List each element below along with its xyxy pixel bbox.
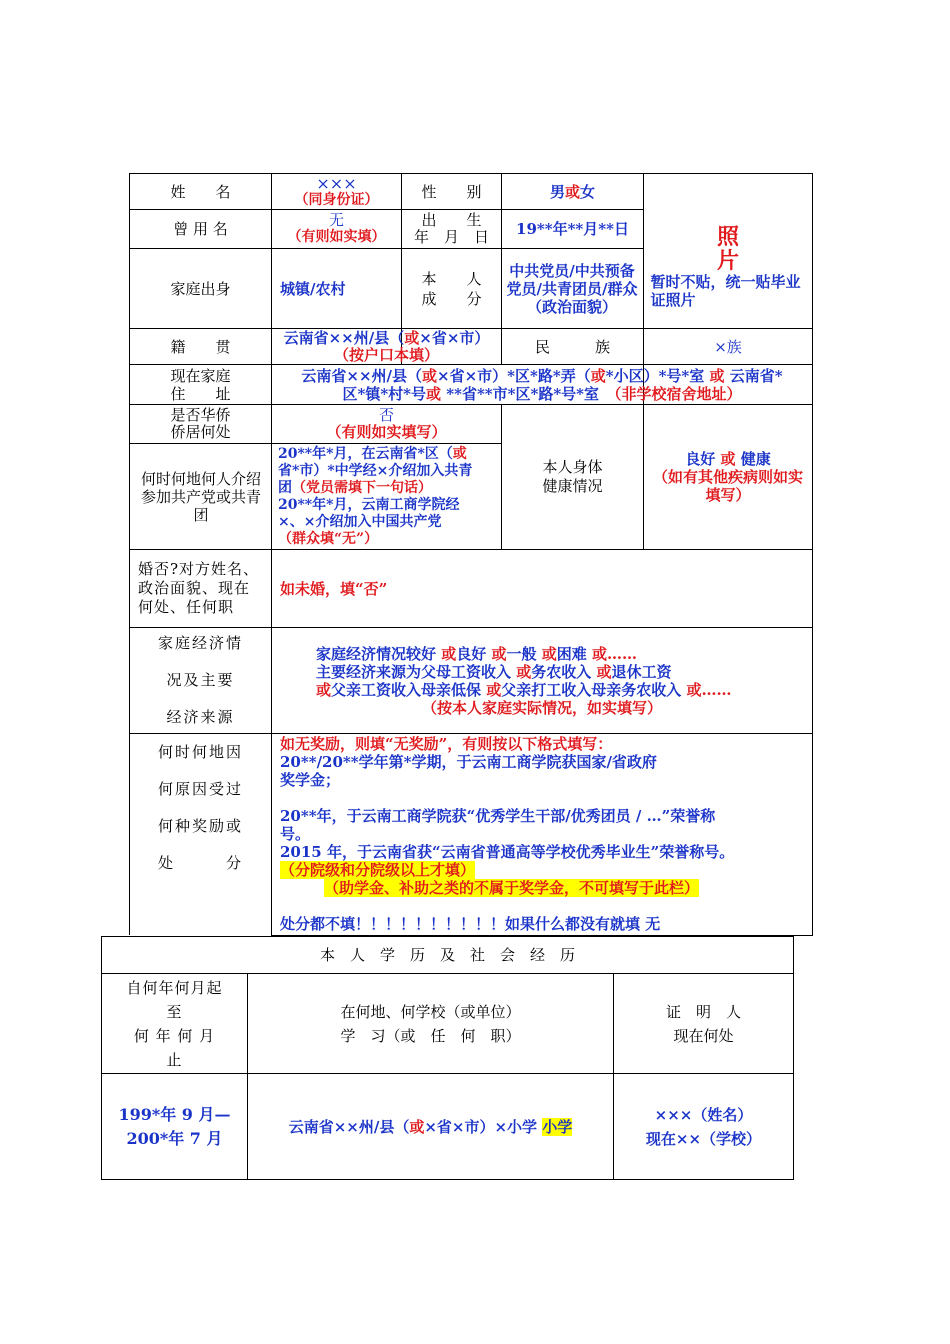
former-name-value: 无 [328, 211, 344, 229]
party-value: 20**年*月，在云南省*区（或 省*市）*中学经×介绍加入共青 团（党员需填下一句话） 20**年*月，云南工商学院经 ×、×介绍加入中国共产党 （群众填“无”） [278, 445, 473, 547]
health-note: （如有其他疾病则如实填写） [652, 468, 803, 504]
gender-label: 性 别 [421, 182, 482, 201]
family-label: 家庭出身 [170, 279, 231, 298]
col-date-header: 自何年何月起 至 何 年 何 月 止 [126, 978, 223, 1069]
education-title: 本 人 学 历 及 社 会 经 历 [319, 946, 575, 964]
party-label: 何时何地何人介绍参加共产党或共青团 [140, 469, 261, 524]
row-1-place: 云南省××州/县（或×省×市）×小学 小学 [288, 1117, 573, 1136]
col-place-header: 在何地、何学校（或单位） 学 习（或 任 何 职） [340, 1002, 521, 1045]
col-witness-header: 证 明 人 现在何处 [665, 1002, 741, 1045]
award-label: 何时何地因 何原因受过 何种奖励或 处 分 [157, 743, 243, 872]
row-1-date: 199*年 9 月— 200*年 7 月 [118, 1104, 231, 1148]
address-label: 现在家庭 住 址 [170, 366, 231, 403]
native-note: （按户口本填） [333, 345, 439, 364]
native-label: 籍 贯 [170, 337, 231, 356]
former-name-label: 曾 用 名 [173, 220, 228, 238]
name-note: （同身份证） [294, 191, 379, 208]
native-value: 云南省××州/县（或×省×市） （按户口本填） [283, 328, 490, 364]
birth-label: 出 生 年 月 日 [413, 211, 489, 246]
row-1-witness: ×××（姓名） 现在××（学校） [645, 1105, 762, 1148]
status-value: 中共党员/中共预备党员/共青团员/群众（政治面貌） [506, 261, 638, 316]
photo-note: 暂时不贴，统一贴毕业证照片 [650, 273, 801, 309]
name-value: ××× [316, 173, 357, 193]
economy-value: 家庭经济情况较好 或良好 或一般 或困难 或…… 主要经济来源为父母工资收入 或务农收入 或退休工资 或父亲工资收入母亲低保 或父亲打工收入母亲务农收入 或…… （按本人家庭实际情况，如实填写） [316, 644, 732, 717]
former-name-note: （有则如实填） [287, 229, 386, 245]
family-value: 城镇/农村 [280, 279, 346, 298]
marriage-label: 婚否?对方姓名、政治面貌、现在何处、任何职 [138, 560, 260, 616]
marriage-value: 如未婚，填“否” [280, 579, 388, 598]
photo-title: 照 [716, 224, 739, 250]
gender-value: 男或女 [549, 182, 596, 201]
name-value-cell [272, 174, 401, 209]
health-label: 本人身体 健康情况 [542, 458, 603, 495]
former-name-value-cell [272, 210, 401, 248]
ethnic-label: 民 族 [534, 337, 610, 356]
birth-value: 19**年**月**日 [516, 220, 629, 238]
status-label: 本 人 成 分 [421, 269, 482, 308]
overseas-note: （有则如实填写） [326, 423, 447, 441]
overseas-label: 是否华侨 侨居何处 [170, 406, 231, 441]
name-label: 姓 名 [170, 182, 231, 201]
overseas-value: 否 （有则如实填写） [326, 406, 447, 441]
economy-label: 家庭经济情 况及主要 经济来源 [157, 634, 243, 726]
photo-cell: 照 片 暂时不贴，统一贴毕业证照片 [644, 174, 812, 328]
health-value: 良好 或 健康 （如有其他疾病则如实填写） [648, 405, 808, 549]
award-value: 如无奖励，则填“无奖励”，有则按以下格式填写： 20**/20**学年第*学期，于云南工商学院获国家/省政府 奖学金； 20**年，于云南工商学院获“优秀学生干部/优秀团员 / …”荣誉称 号。 2015 年，于云南省获“云南省普通高等学校优秀毕业生”荣誉称号。 （分院级和分院级以上才填） （助学金、补助之类的不属于奖学金，不可填写于此栏） 处分都不填！！！！！！！！！！如果什么都没有就填 无 [280, 735, 735, 933]
ethnic-value: ×族 [714, 337, 742, 356]
address-value: 云南省××州/县（或×省×市）*区*路*弄（或*小区）*号*室 或 云南省* 区*镇*村*号或 **省**市*区*路*号*室 （非学校宿舍地址） [301, 366, 783, 403]
